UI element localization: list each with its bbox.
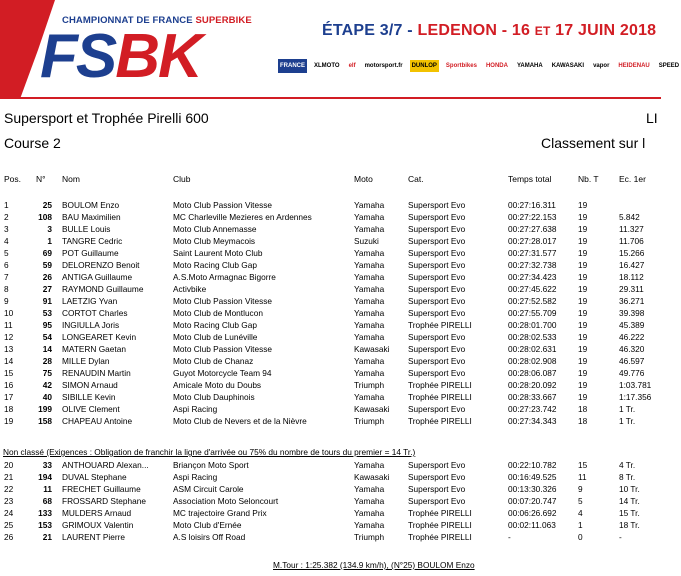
category-title: Supersport et Trophée Pirelli 600	[4, 110, 209, 126]
sponsor-logo: HEIDENAU	[618, 63, 650, 69]
table-row: 4 1 TANGRE Cedric Moto Club Meymacois Suzuki Supersport Evo 00:27:28.017 19 11.706	[4, 235, 644, 246]
sponsor-logo: motorsport.fr	[364, 63, 403, 69]
table-row: 17 40 SIBILLE Kevin Moto Club Dauphinois Yamaha Trophée PIRELLI 00:28:33.667 19 1:17.356	[4, 391, 652, 402]
sponsor-logo: YAMAHA	[516, 63, 543, 69]
table-row: 6 59 DELORENZO Benoit Moto Racing Club Gap Yamaha Supersport Evo 00:27:32.738 19 16.427	[4, 259, 645, 270]
non-classified-note: Non classé (Exigences : Obligation de franchir la ligne d'arrivée ou 75% du nombre de tours du premier = 14 Tr.)	[3, 447, 416, 457]
table-row: 22 11 FRECHET Guillaume ASM Circuit Carole Yamaha Supersport Evo 00:13:30.326 9 10 Tr.	[4, 483, 640, 494]
header-pos: Pos.	[4, 174, 22, 184]
table-row: 1 25 BOULOM Enzo Moto Club Passion Vitesse Yamaha Supersport Evo 00:27:16.311 19	[4, 199, 588, 210]
sponsor-logo: Sportbikes	[445, 63, 477, 69]
table-row: 2 108 BAU Maximilien MC Charleville Mezieres en Ardennes Yamaha Supersport Evo 00:27:22.153 19 5.842	[4, 211, 640, 222]
sponsor-logo: XLMOTO	[314, 63, 340, 69]
table-row: 26 21 LAURENT Pierre A.S loisirs Off Road Triumph Trophée PIRELLI - 0 -	[4, 531, 622, 542]
sponsor-logo: vapor	[593, 63, 610, 69]
table-row: 3 3 BULLE Louis Moto Club Annemasse Yamaha Supersport Evo 00:27:27.638 19 11.327	[4, 223, 644, 234]
table-row: 16 42 SIMON Arnaud Amicale Moto du Doubs Triumph Trophée PIRELLI 00:28:20.092 19 1:03.781	[4, 379, 652, 390]
table-row: 11 95 INGIULLA Joris Moto Racing Club Gap Yamaha Trophée PIRELLI 00:28:01.700 19 45.389	[4, 319, 645, 330]
table-row: 8 27 RAYMOND Guillaume Activbike Yamaha Supersport Evo 00:27:45.622 19 29.311	[4, 283, 644, 294]
fsbk-logo	[0, 0, 262, 99]
table-row: 18 199 OLIVE Clement Aspi Racing Kawasaki Supersport Evo 00:27:23.742 18 1 Tr.	[4, 403, 636, 414]
sponsor-logo: DUNLOP	[410, 60, 439, 72]
sponsor-logo: HONDA	[485, 63, 508, 69]
table-row: 7 26 ANTIGA Guillaume A.S.Moto Armagnac Bigorre Yamaha Supersport Evo 00:27:34.423 19 18.112	[4, 271, 644, 282]
fsbk-wordmark: FSBK	[40, 22, 201, 91]
table-row: 14 28 MILLE Dylan Moto Club de Chanaz Yamaha Supersport Evo 00:28:02.908 19 46.597	[4, 355, 645, 366]
category-right-label: LI	[646, 110, 658, 126]
table-row: 24 133 MULDERS Arnaud MC trajectoire Grand Prix Yamaha Trophée PIRELLI 00:06:26.692 4 15 Tr.	[4, 507, 640, 518]
event-stage-info: ÉTAPE 3/7 - LEDENON - 16 ET 17 JUIN 2018	[322, 22, 657, 39]
header-ecart: Ec. 1er	[619, 174, 646, 184]
table-row: 15 75 RENAUDIN Martin Guyot Motorcycle Team 94 Yamaha Supersport Evo 00:28:06.087 19 49.776	[4, 367, 645, 378]
header-club: Club	[173, 174, 191, 184]
table-row: 13 14 MATERN Gaetan Moto Club Passion Vitesse Kawasaki Supersport Evo 00:28:02.631 19 46.320	[4, 343, 645, 354]
header-cat: Cat.	[408, 174, 424, 184]
sponsor-logo: elf	[348, 63, 356, 69]
table-row: 19 158 CHAPEAU Antoine Moto Club de Nevers et de la Nièvre Triumph Trophée PIRELLI 00:27:34.343 18 1 Tr.	[4, 415, 636, 426]
table-row: 10 53 CORTOT Charles Moto Club de Montlucon Yamaha Supersport Evo 00:27:55.709 19 39.398	[4, 307, 645, 318]
table-row: 21 194 DUVAL Stephane Aspi Racing Kawasaki Supersport Evo 00:16:49.525 11 8 Tr.	[4, 471, 636, 482]
table-row: 5 69 POT Guillaume Saint Laurent Moto Club Yamaha Supersport Evo 00:27:31.577 19 15.266	[4, 247, 645, 258]
header-moto: Moto	[354, 174, 373, 184]
header-nom: Nom	[62, 174, 80, 184]
table-row: 20 33 ANTHOUARD Alexan... Briançon Moto Sport Yamaha Supersport Evo 00:22:10.782 15 4 Tr.	[4, 459, 636, 470]
header-temps: Temps total	[508, 174, 552, 184]
header-tours: Nb. T	[578, 174, 599, 184]
table-row: 25 153 GRIMOUX Valentin Moto Club d'Ernée Yamaha Trophée PIRELLI 00:02:11.063 1 18 Tr.	[4, 519, 640, 530]
sponsor-logo: SPEED	[658, 63, 680, 69]
sponsor-strip	[278, 56, 680, 76]
header-num: N°	[36, 174, 46, 184]
course-title: Course 2	[4, 135, 61, 151]
championship-title: CHAMPIONNAT DE FRANCE SUPERBIKE	[62, 15, 252, 26]
table-row: 9 91 LAETZIG Yvan Moto Club Passion Vitesse Yamaha Supersport Evo 00:27:52.582 19 36.271	[4, 295, 645, 306]
event-banner	[0, 0, 680, 99]
classement-title: Classement sur l	[541, 135, 646, 151]
sponsor-logo: KAWASAKI	[551, 63, 585, 69]
best-lap-info: M.Tour : 1:25.382 (134.9 km/h), (N°25) BOULOM Enzo	[273, 560, 475, 570]
sponsor-logo: FRANCE	[278, 59, 307, 73]
table-row: 23 68 FROSSARD Stephane Association Moto Seloncourt Yamaha Supersport Evo 00:07:20.747 5 14 Tr.	[4, 495, 640, 506]
table-row: 12 54 LONGEARET Kevin Moto Club de Lunéville Yamaha Supersport Evo 00:28:02.533 19 46.222	[4, 331, 645, 342]
